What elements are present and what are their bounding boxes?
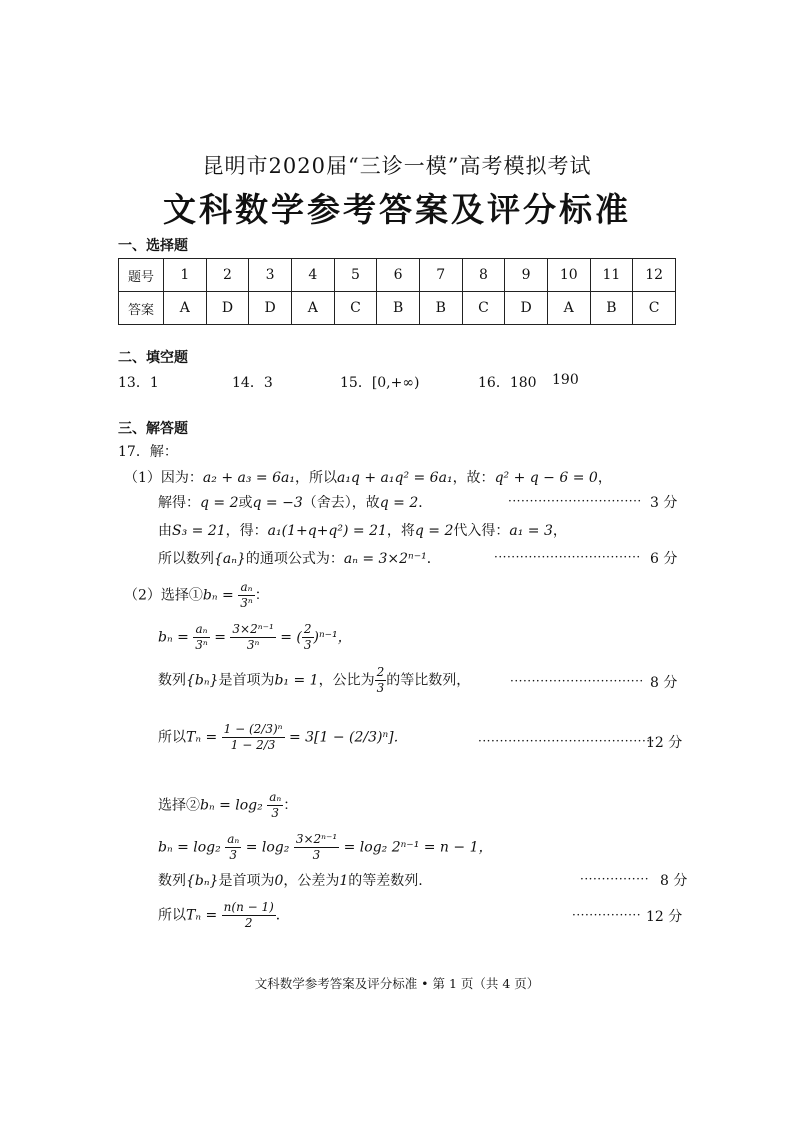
- table-cell: 2: [206, 259, 249, 292]
- formula: bₙ = log₂: [158, 839, 221, 856]
- table-cell: A: [164, 292, 207, 325]
- text: 的通项公式为：: [245, 551, 344, 567]
- formula: b₁ = 1: [274, 672, 319, 689]
- part2-option2-line3: [158, 900, 290, 931]
- dot-leader: ·······························: [510, 674, 644, 688]
- text: ，得：: [225, 523, 268, 539]
- text: （2）选择①: [124, 587, 203, 604]
- question-17-label: 17．解：: [118, 444, 178, 460]
- table-cell: 8: [462, 259, 505, 292]
- part2-option2-line1: [158, 832, 493, 863]
- text: ．: [426, 551, 441, 567]
- text: 所以: [158, 729, 186, 746]
- formula: bₙ =: [202, 587, 234, 604]
- denominator: 1 − 2/3: [230, 738, 276, 752]
- table-cell: 7: [419, 259, 462, 292]
- table-cell: 4: [291, 259, 334, 292]
- text: 或: [238, 495, 253, 511]
- text: 所以数列: [158, 551, 214, 567]
- formula: {bₙ}: [186, 672, 219, 689]
- part2-option2-line2: [158, 870, 423, 890]
- numerator: 2: [376, 665, 385, 679]
- dot-leader: ·······························: [508, 494, 642, 508]
- formula: = log₂ 2ⁿ⁻¹ = n − 1，: [343, 839, 493, 856]
- dot-leader: ·········································: [478, 734, 655, 748]
- numerator: 1 − (2/3)ⁿ: [223, 722, 283, 736]
- text: ，所以: [294, 470, 337, 486]
- text: ：: [254, 587, 269, 604]
- formula: q = −3: [252, 495, 303, 511]
- document-title: 文科数学参考答案及评分标准: [163, 190, 631, 229]
- text: （舍去），故: [302, 495, 380, 511]
- text: （1）因为：: [124, 470, 203, 486]
- table-cell: C: [334, 292, 377, 325]
- score-label: 3 分: [650, 495, 678, 511]
- numerator: aₙ: [238, 580, 255, 596]
- formula: a₁(1+q+q²) = 21: [267, 523, 387, 539]
- denominator: 3ⁿ: [195, 638, 208, 652]
- fill-answer-14: 14．3: [232, 375, 273, 391]
- text: ：: [283, 797, 298, 814]
- text: 解得：: [158, 495, 200, 511]
- table-cell: D: [505, 292, 548, 325]
- table-row-numbers: [119, 259, 676, 292]
- text: ，将: [386, 523, 415, 539]
- table-cell: 10: [547, 259, 590, 292]
- fraction: [302, 622, 314, 653]
- score-label: 12 分: [646, 735, 683, 751]
- part2-option1-heading: [124, 580, 269, 611]
- text: 的等差数列.: [348, 873, 423, 889]
- fill-answer-15: 15．[0,+∞): [340, 375, 420, 391]
- formula: q = 2: [200, 495, 239, 511]
- fraction: [267, 790, 283, 821]
- formula: a₁q + a₁q² = 6a₁: [336, 470, 453, 486]
- fraction: [222, 722, 285, 753]
- formula: S₃ = 21: [172, 523, 226, 539]
- part2-option1-line3: [158, 722, 408, 753]
- fraction: [294, 832, 339, 863]
- table-cell: 9: [505, 259, 548, 292]
- table-cell: 5: [334, 259, 377, 292]
- formula: q = 2: [379, 495, 419, 511]
- score-label: 6 分: [650, 551, 678, 567]
- text: 所以: [158, 907, 186, 924]
- table-row-answers: [119, 292, 676, 325]
- formula: 1: [339, 873, 349, 889]
- table-cell: A: [291, 292, 334, 325]
- text: 的等比数列，: [386, 672, 471, 689]
- text: 选择②: [158, 797, 200, 814]
- part2-option1-line2: [158, 665, 470, 696]
- formula: aₙ = 3×2ⁿ⁻¹: [343, 551, 427, 567]
- text: 由: [158, 523, 172, 539]
- numerator: 2: [303, 622, 312, 636]
- section-heading-choice: 一、选择题: [118, 238, 188, 254]
- formula: Tₙ =: [186, 729, 218, 746]
- text: ，故：: [452, 470, 495, 486]
- text: 是首项为: [218, 672, 275, 689]
- part1-line3: [158, 520, 567, 540]
- part2-option1-line1: [158, 622, 352, 653]
- fraction: [222, 900, 276, 931]
- table-cell: C: [462, 292, 505, 325]
- table-cell: A: [547, 292, 590, 325]
- dot-leader: ··································: [494, 550, 641, 564]
- text: ．: [418, 495, 433, 511]
- numerator: aₙ: [193, 622, 210, 638]
- text: ，公比为: [318, 672, 375, 689]
- denominator: 3: [229, 848, 238, 862]
- numerator: 3×2ⁿ⁻¹: [295, 832, 338, 846]
- numerator: aₙ: [227, 832, 240, 846]
- formula: {bₙ}: [186, 873, 219, 889]
- text: =: [214, 629, 226, 646]
- formula: q² + q − 6 = 0: [494, 470, 598, 486]
- page-footer: 文科数学参考答案及评分标准 • 第 1 页（共 4 页）: [254, 976, 540, 991]
- fraction: [230, 622, 275, 653]
- fill-answer-16b: 190: [552, 372, 579, 388]
- text: 数列: [158, 873, 186, 889]
- section-heading-solve: 三、解答题: [118, 421, 188, 437]
- formula: a₁ = 3: [509, 523, 553, 539]
- denominator: 3: [271, 806, 280, 820]
- table-cell: B: [419, 292, 462, 325]
- formula: = (: [280, 629, 302, 646]
- fill-answer-16: 16．180: [478, 375, 537, 391]
- formula: bₙ =: [158, 629, 189, 646]
- score-label: 12 分: [646, 909, 683, 925]
- numerator: aₙ: [269, 790, 282, 804]
- denominator: 3ⁿ: [240, 596, 253, 610]
- formula: 0: [274, 873, 284, 889]
- dot-leader: ················: [580, 872, 650, 886]
- fill-answer-13: 13．1: [118, 375, 159, 391]
- text: ，: [552, 523, 567, 539]
- score-label: 8 分: [650, 675, 678, 691]
- row-label-number: 题号: [119, 259, 164, 292]
- exam-title: 昆明市2020届“三诊一模”高考模拟考试: [202, 154, 592, 178]
- part2-option2-heading: [158, 790, 297, 821]
- section-heading-fill: 二、填空题: [118, 350, 188, 366]
- denominator: 3: [376, 681, 385, 695]
- formula: = log₂: [245, 839, 290, 856]
- formula: = 3[1 − (2/3)ⁿ]．: [288, 729, 408, 746]
- formula: q = 2: [414, 523, 454, 539]
- part1-line2: [158, 492, 432, 512]
- table-cell: C: [633, 292, 676, 325]
- text: 数列: [158, 672, 186, 689]
- answer-table: [118, 258, 676, 325]
- formula: Tₙ =: [186, 907, 218, 924]
- part1-line4: [158, 548, 441, 568]
- part1-line1: [124, 467, 612, 487]
- table-cell: D: [249, 292, 292, 325]
- row-label-answer: 答案: [119, 292, 164, 325]
- denominator: 2: [244, 916, 253, 930]
- table-cell: D: [206, 292, 249, 325]
- denominator: 3ⁿ: [246, 638, 260, 652]
- table-cell: B: [590, 292, 633, 325]
- fraction: [225, 832, 241, 863]
- score-label: 8 分: [660, 873, 688, 889]
- table-cell: B: [377, 292, 420, 325]
- formula: )ⁿ⁻¹，: [313, 629, 352, 646]
- fraction: [193, 622, 210, 653]
- dot-leader: ················: [572, 908, 642, 922]
- table-cell: 6: [377, 259, 420, 292]
- text: ，公差为: [283, 873, 340, 889]
- text: ，: [597, 470, 612, 486]
- formula: bₙ = log₂: [200, 797, 263, 814]
- numerator: 3×2ⁿ⁻¹: [232, 622, 274, 636]
- denominator: 3: [303, 638, 312, 652]
- table-cell: 11: [590, 259, 633, 292]
- table-cell: 1: [164, 259, 207, 292]
- text: 代入得：: [453, 523, 510, 539]
- numerator: n(n − 1): [223, 900, 274, 914]
- fraction: [238, 580, 255, 611]
- formula: a₂ + a₃ = 6a₁: [202, 470, 295, 486]
- text: ．: [275, 907, 290, 924]
- denominator: 3: [312, 848, 321, 862]
- fraction: [375, 665, 387, 696]
- text: 是首项为: [218, 873, 275, 889]
- formula: {aₙ}: [214, 551, 246, 567]
- table-cell: 12: [633, 259, 676, 292]
- table-cell: 3: [249, 259, 292, 292]
